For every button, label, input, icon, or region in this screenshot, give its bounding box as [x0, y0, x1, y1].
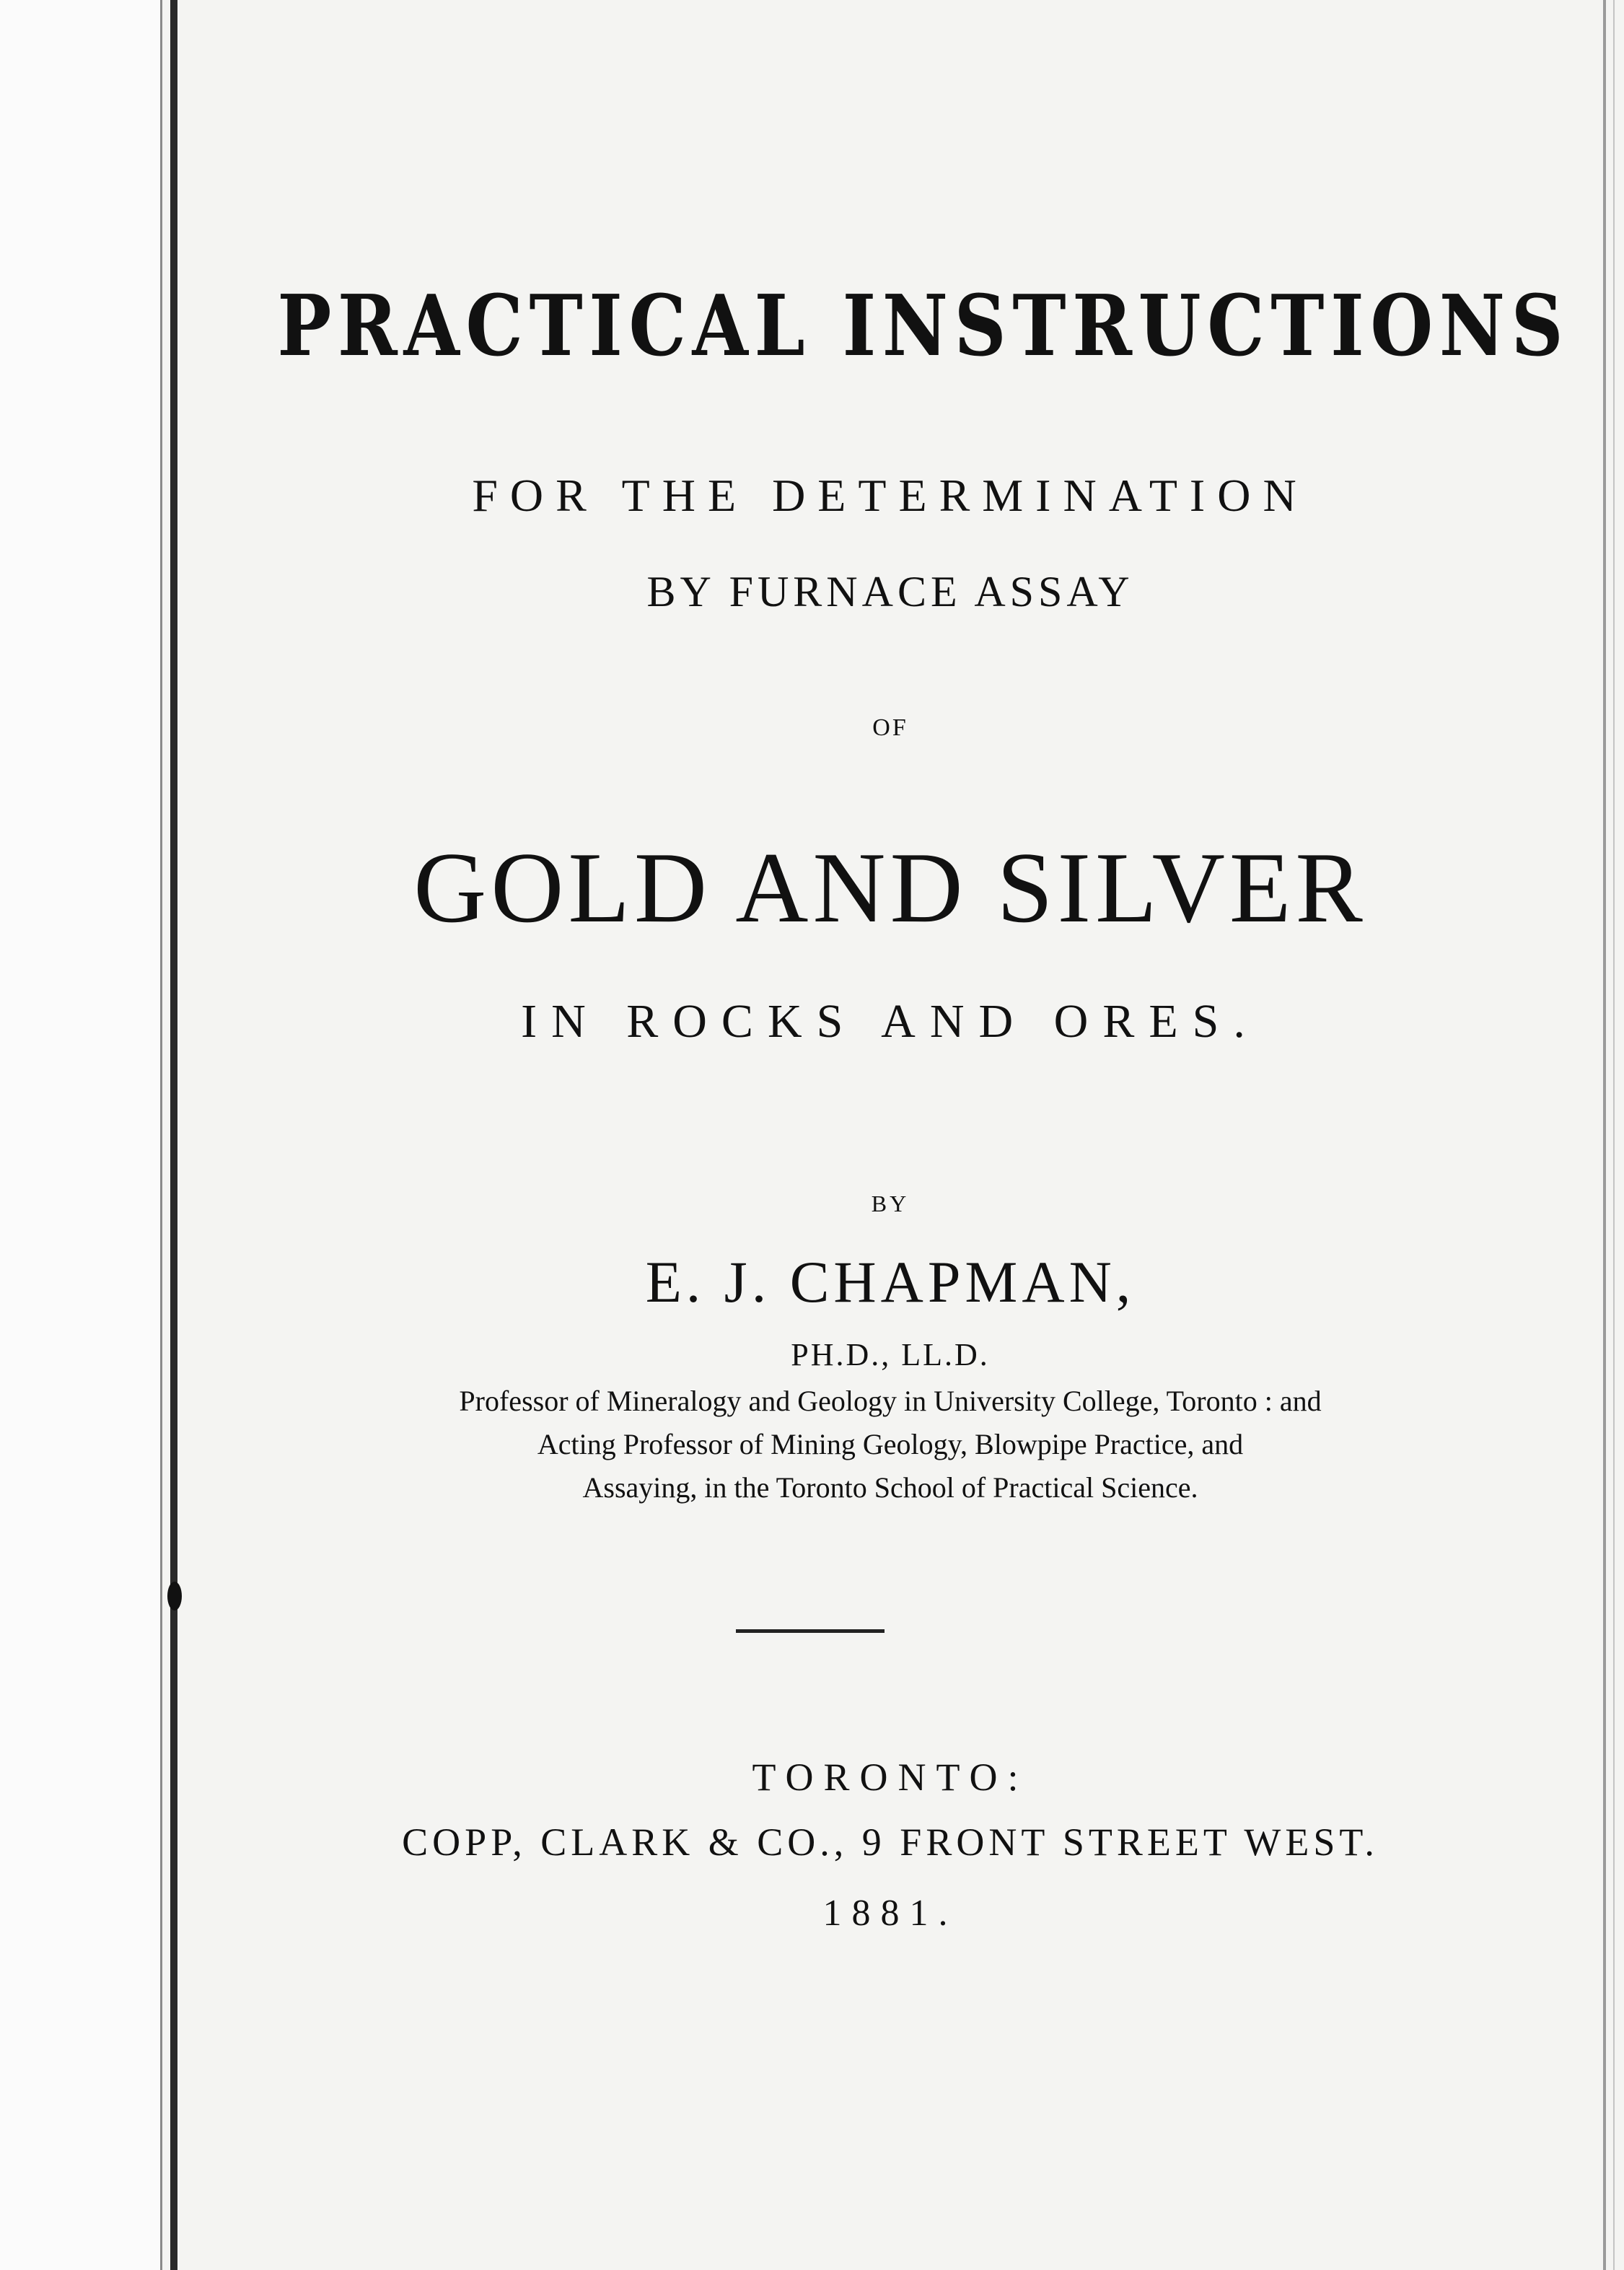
binding-edge-thin: [160, 0, 162, 2270]
author-name: E. J. CHAPMAN,: [645, 1249, 1136, 1315]
divider-rule: [736, 1629, 885, 1633]
publication-year: 1881.: [822, 1893, 958, 1934]
subtitle-line-1: FOR THE DETERMINATION: [472, 470, 1309, 521]
subject-heading: GOLD AND SILVER: [413, 832, 1367, 944]
ink-blot: [167, 1582, 182, 1611]
author-credentials-line-3: Assaying, in the Toronto School of Practical Science.: [582, 1471, 1198, 1504]
author-credentials-line-2: Acting Professor of Mining Geology, Blowpipe Practice, and: [537, 1428, 1244, 1460]
author-degrees: PH.D., LL.D.: [791, 1337, 990, 1372]
subtitle-line-2: BY FURNACE ASSAY: [646, 568, 1134, 615]
publication-city: TORONTO:: [752, 1756, 1029, 1799]
book-title: PRACTICAL INSTRUCTIONS: [277, 277, 1570, 375]
right-page-edge: [1603, 0, 1606, 2270]
right-page-edge-outer: [1613, 0, 1615, 2270]
of-word: OF: [872, 714, 908, 741]
by-word: BY: [871, 1191, 910, 1217]
facing-page-margin: [0, 0, 160, 2270]
subject-subheading: IN ROCKS AND ORES.: [521, 995, 1260, 1048]
binding-edge: [170, 0, 177, 2270]
author-credentials-line-1: Professor of Mineralogy and Geology in University College, Toronto : and: [459, 1385, 1322, 1417]
publisher: COPP, CLARK & CO., 9 FRONT STREET WEST.: [402, 1820, 1379, 1864]
